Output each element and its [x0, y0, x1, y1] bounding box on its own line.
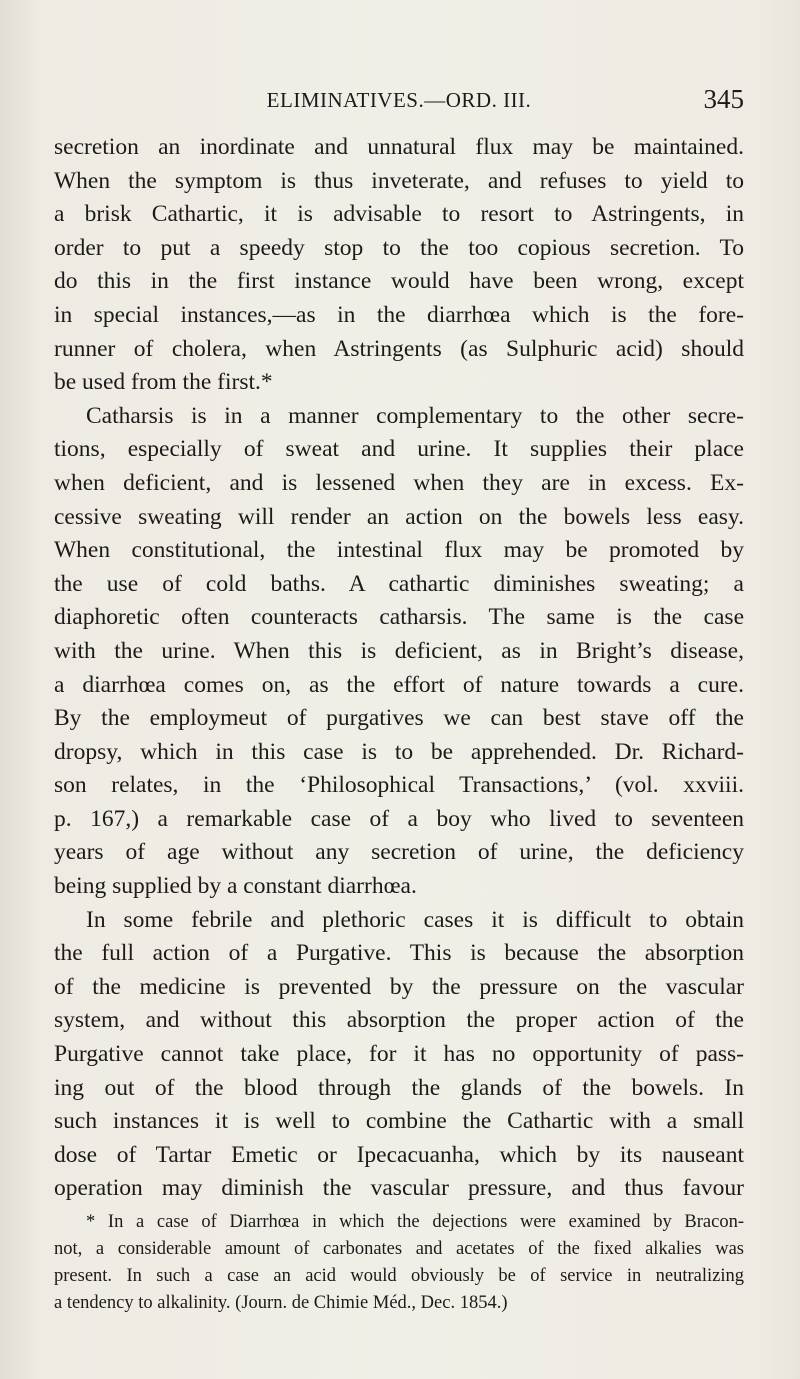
footnote-line: a tendency to alkalinity. (Journ. de Chimie Méd., Dec. 1854.) — [54, 1293, 508, 1313]
running-head: ELIMINATIVES.—ORD. III. — [266, 88, 532, 112]
text-line: When the symptom is thus inveterate, and refuses to yield to — [54, 167, 744, 194]
text-line: being supplied by a constant diarrhœa. — [54, 873, 417, 900]
text-line: Purgative cannot take place, for it has no opportunity of pass- — [54, 1041, 744, 1068]
text-line: such instances it is well to combine the Cathartic with a small — [54, 1108, 744, 1135]
text-line: when deficient, and is lessened when they are in excess. Ex- — [54, 469, 744, 496]
footnote-line: present. In such a case an acid would obviously be of service in neutralizing — [54, 1266, 744, 1286]
text-line: a brisk Cathartic, it is advisable to resort to Astringents, in — [54, 201, 744, 228]
footnote-line: * In a case of Diarrhœa in which the dejections were examined by Bracon- — [86, 1212, 744, 1232]
text-line: order to put a speedy stop to the too copious secretion. To — [54, 234, 744, 261]
text-line: do this in the first instance would have been wrong, except — [54, 268, 744, 295]
text-line: tions, especially of sweat and urine. It supplies their place — [54, 436, 744, 463]
body-text — [54, 131, 744, 1206]
text-line: ing out of the blood through the glands of the bowels. In — [54, 1074, 744, 1101]
text-line: the full action of a Purgative. This is because the absorption — [54, 940, 744, 967]
text-line: the use of cold baths. A cathartic diminishes sweating; a — [54, 570, 744, 597]
page-header — [54, 84, 744, 122]
text-line: a diarrhœa comes on, as the effort of nature towards a cure. — [54, 671, 744, 698]
text-line: years of age without any secretion of urine, the deficiency — [54, 839, 744, 866]
text-line: diaphoretic often counteracts catharsis. The same is the case — [54, 604, 744, 631]
footnote — [54, 1209, 744, 1317]
text-line: cessive sweating will render an action on the bowels less easy. — [54, 503, 744, 530]
text-line: of the medicine is prevented by the pressure on the vascular — [54, 973, 744, 1000]
text-line: runner of cholera, when Astringents (as Sulphuric acid) should — [54, 335, 744, 362]
text-line: dropsy, which in this case is to be apprehended. Dr. Richard- — [54, 738, 744, 765]
text-line: When constitutional, the intestinal flux may be promoted by — [54, 537, 744, 564]
text-line: in special instances,—as in the diarrhœa which is the fore- — [54, 301, 744, 328]
text-line: with the urine. When this is deficient, as in Bright’s disease, — [54, 637, 744, 664]
text-line: system, and without this absorption the proper action of the — [54, 1007, 744, 1034]
text-line: By the employmeut of purgatives we can best stave off the — [54, 705, 744, 732]
text-line: son relates, in the ‘Philosophical Transactions,’ (vol. xxviii. — [54, 772, 744, 799]
text-line: dose of Tartar Emetic or Ipecacuanha, which by its nauseant — [54, 1141, 744, 1168]
text-line: secretion an inordinate and unnatural flux may be maintained. — [54, 134, 744, 160]
text-line: p. 167,) a remarkable case of a boy who lived to seventeen — [54, 805, 744, 832]
text-line: In some febrile and plethoric cases it is difficult to obtain — [86, 906, 744, 933]
text-line: be used from the first.* — [54, 369, 273, 396]
text-line: Catharsis is in a manner complementary to the other secre- — [86, 402, 744, 429]
footnote-line: not, a considerable amount of carbonates and acetates of the fixed alkalies was — [54, 1239, 744, 1259]
text-line: operation may diminish the vascular pressure, and thus favour — [54, 1175, 744, 1202]
page-number: 345 — [703, 84, 744, 114]
